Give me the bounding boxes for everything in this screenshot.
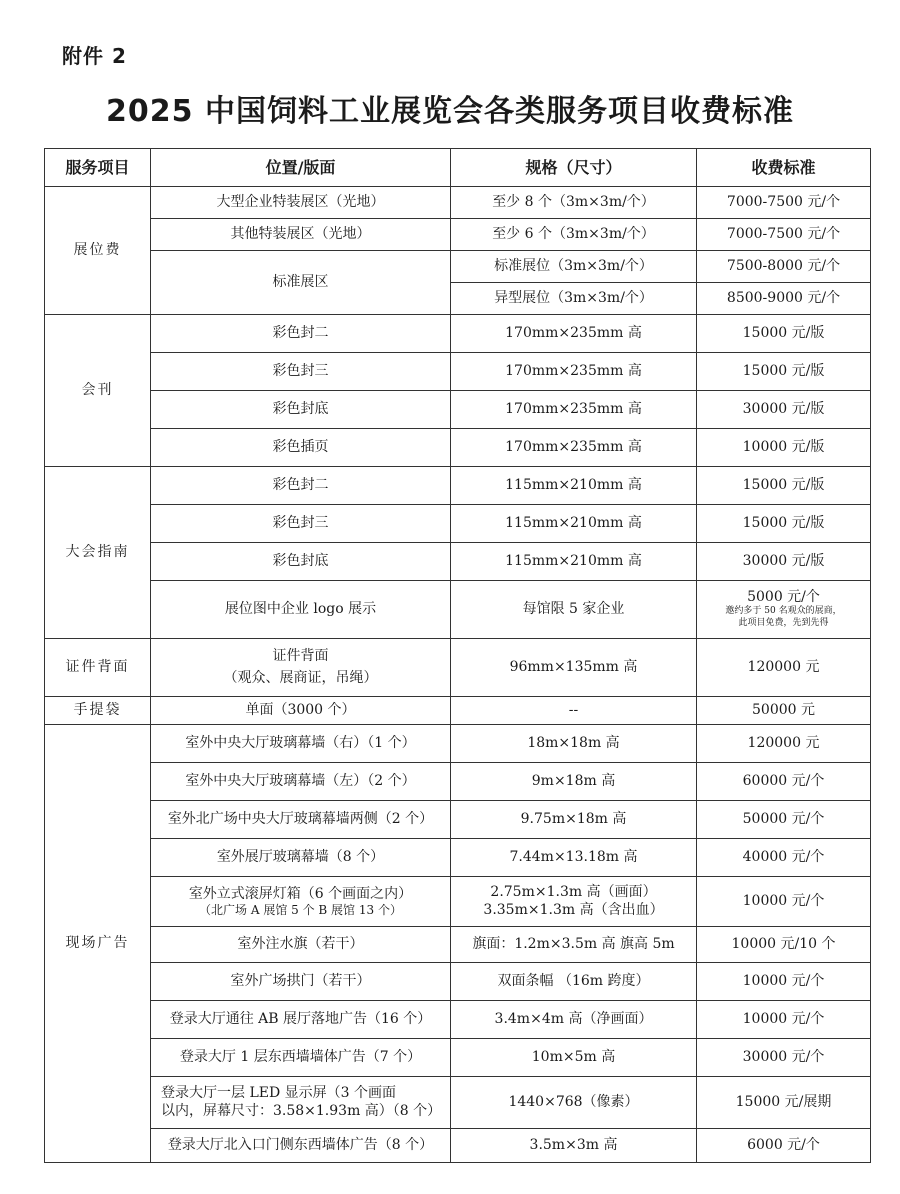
position-cell: 彩色插页 — [151, 429, 451, 467]
fee-cell — [697, 581, 871, 639]
table-row — [45, 467, 871, 505]
fee-note: 此项目免费，先到先得 — [738, 618, 829, 629]
table-row — [45, 187, 871, 219]
fee-note: 邀约多于 50 名观众的展商， — [725, 606, 842, 617]
spec-cell: 170mm×235mm 高 — [451, 315, 697, 353]
fee-cell: 10000 元/10 个 — [697, 927, 871, 963]
position-cell: 彩色封二 — [151, 315, 451, 353]
page-title: 2025 中国饲料工业展览会各类服务项目收费标准 — [106, 94, 794, 129]
position-cell: 室外注水旗（若干） — [151, 927, 451, 963]
header-spec: 规格（尺寸） — [451, 149, 697, 187]
position-line: （北广场 A 展馆 5 个 B 展馆 13 个） — [199, 902, 402, 917]
table-row — [45, 391, 871, 429]
fee-cell: 10000 元/版 — [697, 429, 871, 467]
fee-cell: 7000-7500 元/个 — [697, 187, 871, 219]
category-onsite: 现场广告 — [45, 725, 151, 1163]
spec-cell: 115mm×210mm 高 — [451, 543, 697, 581]
fee-cell: 15000 元/版 — [697, 467, 871, 505]
fee-table — [44, 148, 871, 1163]
spec-cell: 115mm×210mm 高 — [451, 467, 697, 505]
fee-cell: 6000 元/个 — [697, 1129, 871, 1163]
position-cell: 登录大厅北入口门侧东西墙体广告（8 个） — [151, 1129, 451, 1163]
fee-cell: 10000 元/个 — [697, 877, 871, 927]
position-cell: 彩色封三 — [151, 353, 451, 391]
position-cell: 其他特装展区（光地） — [151, 219, 451, 251]
category-booth: 展位费 — [45, 187, 151, 315]
fee-cell: 15000 元/版 — [697, 505, 871, 543]
spec-cell: 双面条幅 （16m 跨度） — [451, 963, 697, 1001]
table-row — [45, 251, 871, 283]
table-row — [45, 1077, 871, 1129]
spec-cell: 每馆限 5 家企业 — [451, 581, 697, 639]
position-cell: 室外北广场中央大厅玻璃幕墙两侧（2 个） — [151, 801, 451, 839]
header-service: 服务项目 — [45, 149, 151, 187]
position-cell: 室外中央大厅玻璃幕墙（右）（1 个） — [151, 725, 451, 763]
fee-cell: 7500-8000 元/个 — [697, 251, 871, 283]
spec-cell: 115mm×210mm 高 — [451, 505, 697, 543]
table-row — [45, 697, 871, 725]
fee-cell: 7000-7500 元/个 — [697, 219, 871, 251]
spec-cell: -- — [451, 697, 697, 725]
fee-value: 5000 元/个 — [747, 589, 820, 606]
spec-line: 3.35m×1.3m 高（含出血） — [483, 901, 664, 918]
position-line: 登录大厅一层 LED 显示屏（3 个画面 — [161, 1085, 396, 1102]
fee-cell: 40000 元/个 — [697, 839, 871, 877]
spec-cell: 7.44m×13.18m 高 — [451, 839, 697, 877]
table-row — [45, 505, 871, 543]
spec-cell: 至少 6 个（3m×3m/个） — [451, 219, 697, 251]
position-cell: 彩色封三 — [151, 505, 451, 543]
table-row — [45, 725, 871, 763]
fee-cell: 30000 元/个 — [697, 1039, 871, 1077]
spec-cell: 18m×18m 高 — [451, 725, 697, 763]
spec-cell: 旗面：1.2m×3.5m 高 旗高 5m — [451, 927, 697, 963]
fee-cell: 120000 元 — [697, 639, 871, 697]
table-row — [45, 763, 871, 801]
position-cell — [151, 639, 451, 697]
header-fee: 收费标准 — [697, 149, 871, 187]
fee-cell: 50000 元 — [697, 697, 871, 725]
fee-cell: 10000 元/个 — [697, 963, 871, 1001]
position-cell: 标准展区 — [151, 251, 451, 315]
table-row — [45, 315, 871, 353]
table-row — [45, 801, 871, 839]
category-bag: 手提袋 — [45, 697, 151, 725]
position-line: （观众、展商证，吊绳） — [223, 669, 378, 686]
position-cell: 彩色封底 — [151, 391, 451, 429]
table-row — [45, 1039, 871, 1077]
header-row — [45, 149, 871, 187]
table-row — [45, 1001, 871, 1039]
table-row — [45, 927, 871, 963]
position-cell — [151, 1077, 451, 1129]
table-row — [45, 429, 871, 467]
table-row — [45, 639, 871, 697]
fee-cell: 50000 元/个 — [697, 801, 871, 839]
spec-cell: 170mm×235mm 高 — [451, 429, 697, 467]
spec-cell: 170mm×235mm 高 — [451, 391, 697, 429]
table-row — [45, 963, 871, 1001]
fee-cell: 60000 元/个 — [697, 763, 871, 801]
table-row — [45, 353, 871, 391]
position-cell: 室外广场拱门（若干） — [151, 963, 451, 1001]
spec-cell: 10m×5m 高 — [451, 1039, 697, 1077]
table-row — [45, 219, 871, 251]
fee-cell: 15000 元/展期 — [697, 1077, 871, 1129]
spec-cell: 9.75m×18m 高 — [451, 801, 697, 839]
table-row — [45, 877, 871, 927]
position-line: 证件背面 — [272, 648, 329, 665]
position-line: 以内，屏幕尺寸：3.58×1.93m 高）（8 个） — [161, 1102, 442, 1119]
position-cell: 大型企业特装展区（光地） — [151, 187, 451, 219]
position-cell: 登录大厅通往 AB 展厅落地广告（16 个） — [151, 1001, 451, 1039]
position-cell: 室外中央大厅玻璃幕墙（左）（2 个） — [151, 763, 451, 801]
spec-cell: 异型展位（3m×3m/个） — [451, 283, 697, 315]
spec-cell: 至少 8 个（3m×3m/个） — [451, 187, 697, 219]
category-guide: 大会指南 — [45, 467, 151, 639]
table-row — [45, 581, 871, 639]
table-row — [45, 1129, 871, 1163]
spec-cell: 3.4m×4m 高（净画面） — [451, 1001, 697, 1039]
fee-cell: 120000 元 — [697, 725, 871, 763]
fee-cell: 8500-9000 元/个 — [697, 283, 871, 315]
spec-cell: 1440×768（像素） — [451, 1077, 697, 1129]
fee-cell: 30000 元/版 — [697, 543, 871, 581]
fee-cell: 15000 元/版 — [697, 315, 871, 353]
category-journal: 会刊 — [45, 315, 151, 467]
fee-cell: 30000 元/版 — [697, 391, 871, 429]
spec-cell: 96mm×135mm 高 — [451, 639, 697, 697]
spec-cell — [451, 877, 697, 927]
spec-cell: 9m×18m 高 — [451, 763, 697, 801]
spec-cell: 170mm×235mm 高 — [451, 353, 697, 391]
position-cell: 登录大厅 1 层东西墙墙体广告（7 个） — [151, 1039, 451, 1077]
category-badge: 证件背面 — [45, 639, 151, 697]
fee-cell: 15000 元/版 — [697, 353, 871, 391]
position-line: 室外立式滚屏灯箱（6 个画面之内） — [188, 885, 413, 902]
table-row — [45, 543, 871, 581]
position-cell: 单面（3000 个） — [151, 697, 451, 725]
spec-line: 2.75m×1.3m 高（画面） — [490, 884, 657, 901]
attachment-label: 附件 2 — [62, 44, 127, 68]
position-cell: 彩色封底 — [151, 543, 451, 581]
spec-cell: 标准展位（3m×3m/个） — [451, 251, 697, 283]
position-cell: 彩色封二 — [151, 467, 451, 505]
spec-cell: 3.5m×3m 高 — [451, 1129, 697, 1163]
table-row — [45, 839, 871, 877]
position-cell: 展位图中企业 logo 展示 — [151, 581, 451, 639]
header-position: 位置/版面 — [151, 149, 451, 187]
fee-cell: 10000 元/个 — [697, 1001, 871, 1039]
position-cell: 室外展厅玻璃幕墙（8 个） — [151, 839, 451, 877]
position-cell — [151, 877, 451, 927]
